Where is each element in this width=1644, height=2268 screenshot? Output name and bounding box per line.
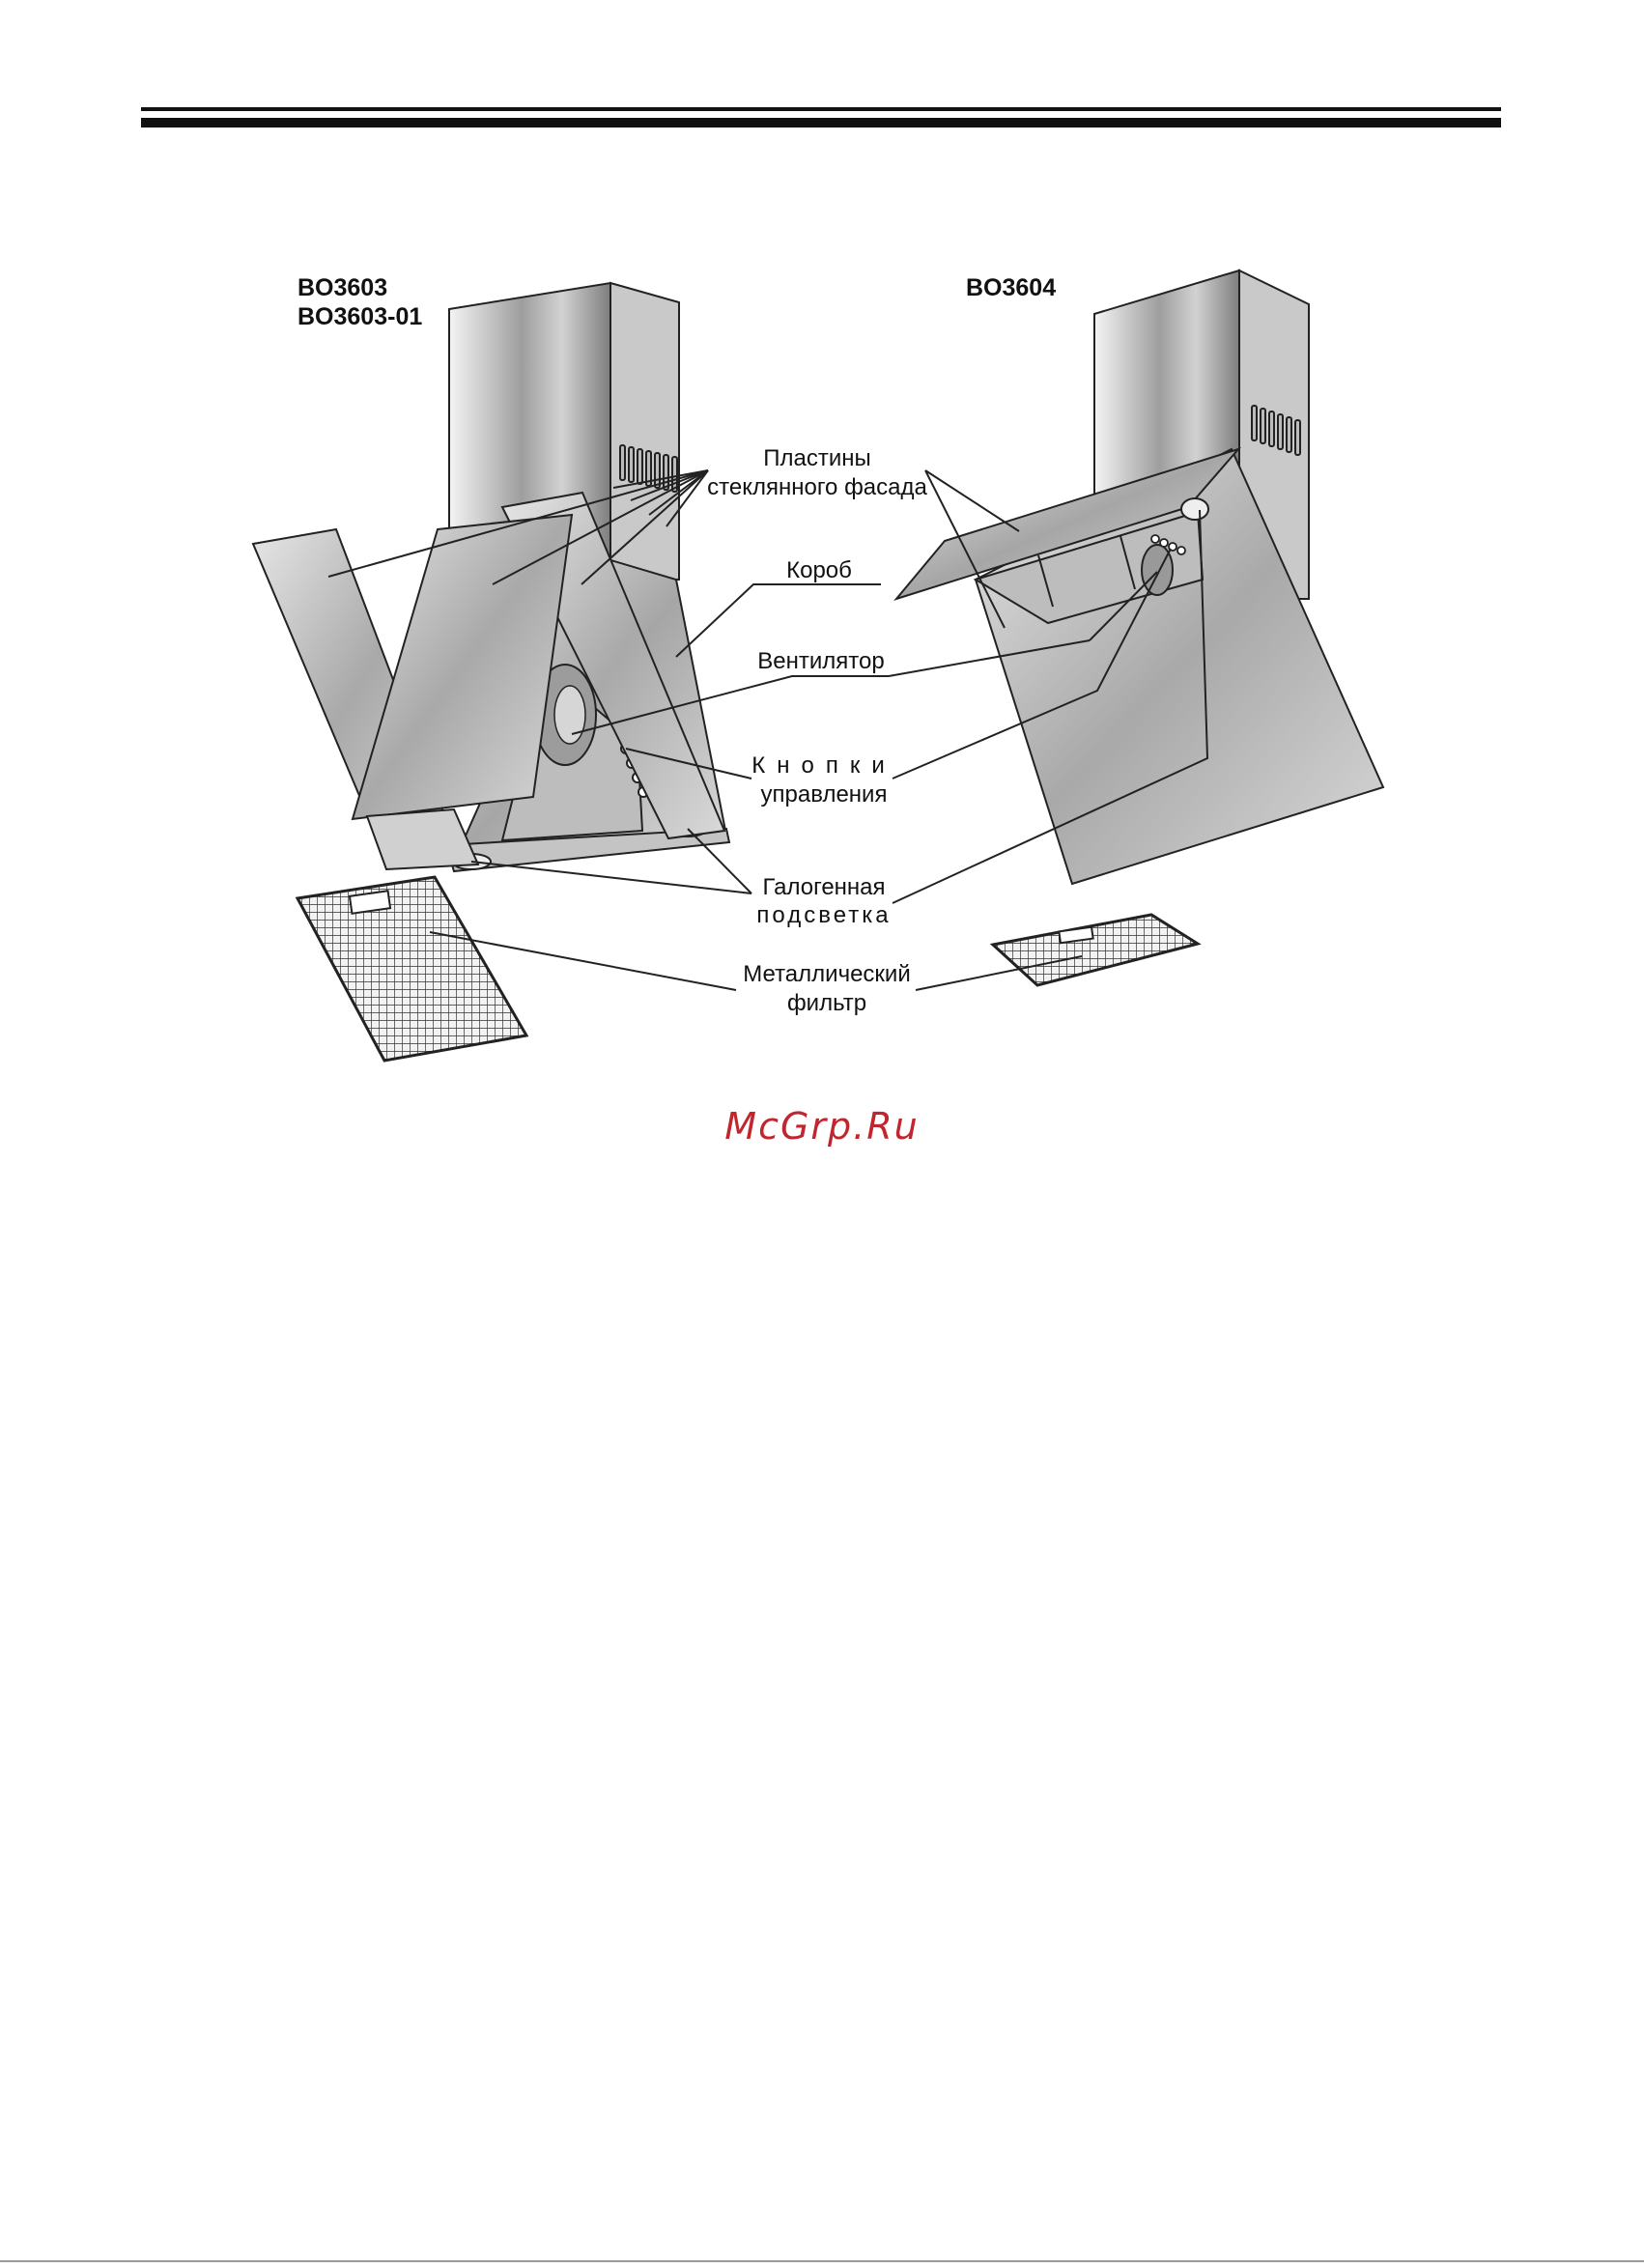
label-housing: Короб [786,557,852,583]
right-hood [896,270,1383,985]
left-chimney-side [610,283,679,580]
label-buttons-1: Кнопки [751,752,896,779]
label-fan: Вентилятор [757,648,885,674]
right-metal-filter [993,915,1198,985]
label-glass-plates-2: стеклянного фасада [707,474,927,500]
label-glass-plates-1: Пластины [763,445,871,471]
model-label-bo3604: BO3604 [966,274,1057,301]
right-halogen-light [1181,498,1208,520]
label-halogen-2: подсветка [756,902,892,928]
left-metal-filter [298,877,526,1061]
model-label-bo3603-01: BO3603-01 [298,303,423,330]
label-filter-1: Металлический [743,961,911,987]
left-glass-bottom-panel [367,809,478,869]
watermark: McGrp.Ru [724,1105,920,1148]
label-halogen-1: Галогенная [762,874,886,900]
footer-rule [0,2260,1644,2262]
model-label-bo3603: BO3603 [298,274,388,301]
label-filter-2: фильтр [786,990,867,1016]
label-buttons-2: управления [760,781,888,808]
